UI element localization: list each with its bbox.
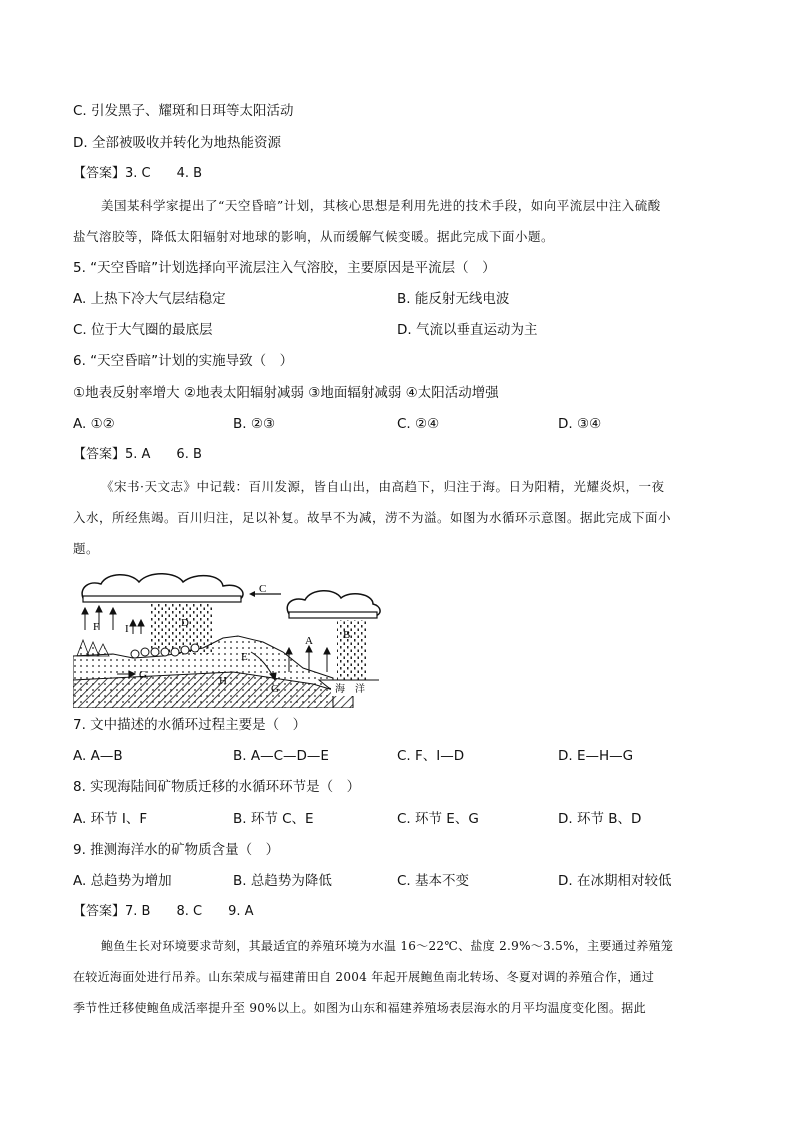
passage-3-line-1: 鲍鱼生长对环境要求苛刻，其最适宜的养殖环境为水温 16～22℃、盐度 2.9%～3.5%，主要通过养殖笼 — [101, 939, 674, 953]
question-5: 5. “天空昏暗”计划选择向平流层注入气溶胶，主要原因是平流层（ ） — [73, 260, 496, 276]
passage-3-line-2: 在较近海面处进行吊养。山东荣成与福建莆田自 2004 年起开展鲍鱼南北转场、冬夏对调的养殖合作，通过 — [73, 970, 655, 984]
q6-option-a: A. ①② — [73, 416, 115, 432]
option-c-q4: C. 引发黑子、耀斑和日珥等太阳活动 — [73, 103, 294, 119]
answer-3-4: 【答案】3. C 4. B — [73, 166, 203, 181]
label-g-land: G — [139, 669, 147, 681]
q9-option-a: A. 总趋势为增加 — [73, 873, 172, 889]
label-i: I — [125, 623, 129, 635]
answer-5-6: 【答案】5. A 6. B — [73, 447, 202, 462]
question-7: 7. 文中描述的水循环过程主要是（ ） — [73, 717, 307, 733]
question-6-statements: ①地表反射率增大 ②地表太阳辐射减弱 ③地面辐射减弱 ④太阳活动增强 — [73, 385, 499, 401]
passage-1-line-2: 盐气溶胶等，降低太阳辐射对地球的影响，从而缓解气候变暖。据此完成下面小题。 — [73, 229, 555, 244]
q8-option-a: A. 环节 I、F — [73, 811, 148, 827]
q5-option-c: C. 位于大气圈的最底层 — [73, 322, 213, 338]
label-a: A — [305, 635, 313, 647]
passage-2-line-3: 题。 — [73, 541, 100, 556]
q5-option-a: A. 上热下冷大气层结稳定 — [73, 291, 226, 307]
passage-2-line-1: 《宋书·天文志》中记载：百川发源，皆自山出，由高趋下，归注于海。日为阳精，光耀炎炽，一夜 — [101, 479, 665, 494]
q8-option-d: D. 环节 B、D — [558, 811, 642, 827]
answer-7-8-9: 【答案】7. B 8. C 9. A — [73, 904, 254, 919]
label-g-sea: G — [271, 683, 279, 695]
question-6: 6. “天空昏暗”计划的实施导致（ ） — [73, 353, 294, 369]
q9-option-d: D. 在冰期相对较低 — [558, 873, 672, 889]
passage-1-line-1: 美国某科学家提出了“天空昏暗”计划，其核心思想是利用先进的技术手段，如向平流层中注入硫酸 — [101, 198, 661, 213]
option-d-q4: D. 全部被吸收并转化为地热能资源 — [73, 135, 281, 151]
water-cycle-diagram — [73, 568, 383, 708]
left-cloud — [82, 574, 243, 602]
label-d: D — [181, 617, 189, 629]
q8-option-b: B. 环节 C、E — [233, 811, 314, 827]
q5-option-d: D. 气流以垂直运动为主 — [397, 322, 538, 338]
q6-option-c: C. ②④ — [397, 416, 440, 432]
q9-option-c: C. 基本不变 — [397, 873, 470, 889]
label-f: F — [93, 621, 100, 633]
q7-option-d: D. E—H—G — [558, 748, 634, 764]
passage-2-line-2: 入水，所经焦竭。百川归注，足以补复。故旱不为减，涝不为溢。如图为水循环示意图。据此完成下面小 — [73, 510, 672, 525]
rain-b-area — [337, 620, 367, 682]
label-b: B — [343, 629, 351, 641]
arrow-c-head-icon — [249, 591, 255, 597]
question-8: 8. 实现海陆间矿物质迁移的水循环环节是（ ） — [73, 779, 361, 795]
q9-option-b: B. 总趋势为降低 — [233, 873, 332, 889]
q6-option-b: B. ②③ — [233, 416, 276, 432]
rain-d-area — [149, 604, 213, 654]
label-e: E — [241, 651, 248, 663]
q7-option-c: C. F、I—D — [397, 748, 465, 764]
q6-option-d: D. ③④ — [558, 416, 602, 432]
label-h: H — [219, 675, 227, 687]
label-c: C — [259, 583, 267, 595]
passage-3-line-3: 季节性迁移使鲍鱼成活率提升至 90%以上。如图为山东和福建养殖场表层海水的月平均温度变化图。据此 — [73, 1001, 646, 1015]
question-9: 9. 推测海洋水的矿物质含量（ ） — [73, 842, 280, 858]
q7-option-a: A. A—B — [73, 748, 123, 764]
q7-option-b: B. A—C—D—E — [233, 748, 329, 764]
arrows-i-icon — [130, 620, 144, 634]
q5-option-b: B. 能反射无线电波 — [397, 291, 510, 307]
right-cloud — [287, 591, 380, 618]
q8-option-c: C. 环节 E、G — [397, 811, 479, 827]
label-sea: 海 洋 — [335, 684, 365, 695]
